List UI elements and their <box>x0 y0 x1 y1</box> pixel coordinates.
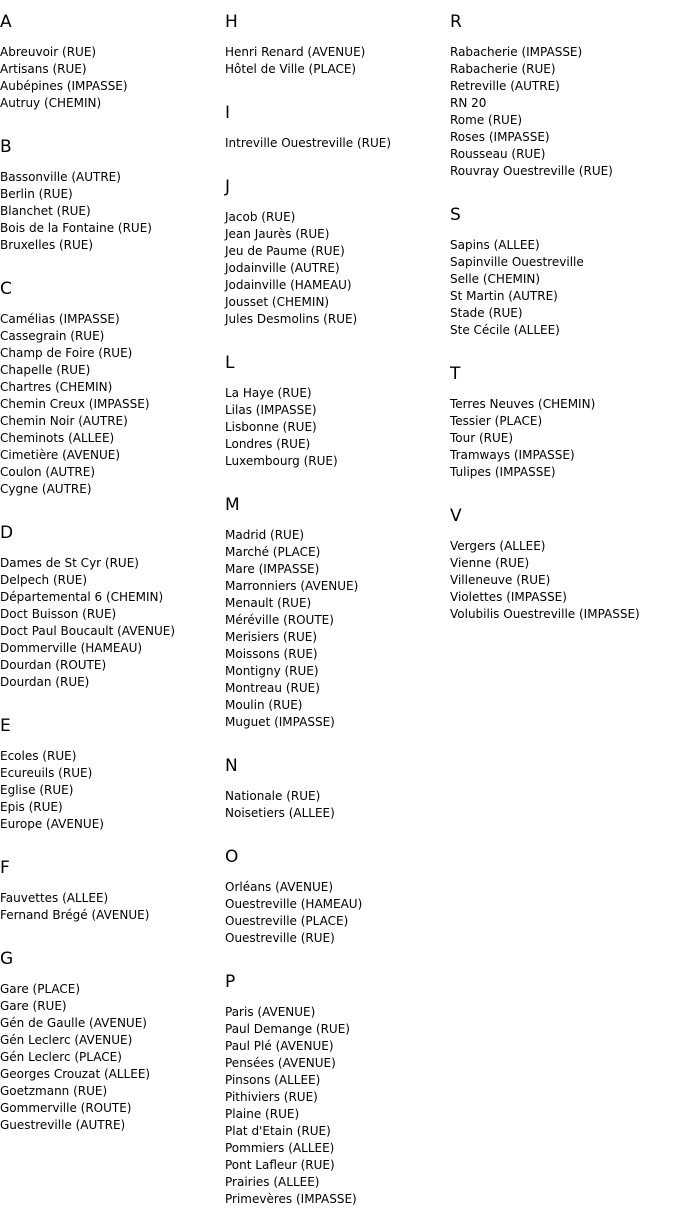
street-link[interactable]: Vienne (RUE) <box>450 556 530 570</box>
street-link[interactable]: Sapinville Ouestreville <box>450 255 584 269</box>
letter-section <box>0 521 225 691</box>
street-list <box>450 237 675 339</box>
street-link[interactable]: Henri Renard (AVENUE) <box>225 45 366 59</box>
letter-section <box>0 947 225 1134</box>
street-link[interactable]: Berlin (RUE) <box>0 187 73 201</box>
street-list <box>0 555 225 691</box>
street-list <box>225 44 450 78</box>
street-link[interactable]: Tramways (IMPASSE) <box>450 448 575 462</box>
street-link[interactable]: Artisans (RUE) <box>0 62 87 76</box>
letter-section <box>450 362 675 481</box>
street-link[interactable]: Tessier (PLACE) <box>450 414 543 428</box>
street-list <box>0 169 225 254</box>
street-link[interactable]: Départemental 6 (CHEMIN) <box>0 590 164 604</box>
street-link[interactable]: Roses (IMPASSE) <box>450 130 550 144</box>
letter-section <box>225 845 450 947</box>
section-letter-heading: S <box>450 205 461 225</box>
street-link[interactable]: Méréville (ROUTE) <box>225 613 334 627</box>
street-link[interactable]: Selle (CHEMIN) <box>450 272 541 286</box>
street-link[interactable]: Gén Leclerc (PLACE) <box>0 1050 122 1064</box>
section-letter-heading: E <box>0 716 11 736</box>
street-link[interactable]: Nationale (RUE) <box>225 789 321 803</box>
street-link[interactable]: Ecureuils (RUE) <box>0 766 93 780</box>
street-link[interactable]: Menault (RUE) <box>225 596 312 610</box>
street-link[interactable]: Marché (PLACE) <box>225 545 321 559</box>
street-link[interactable]: Terres Neuves (CHEMIN) <box>450 397 596 411</box>
street-link[interactable]: Gare (PLACE) <box>0 982 81 996</box>
street-link[interactable]: Dames de St Cyr (RUE) <box>0 556 139 570</box>
street-link[interactable]: Paul Demange (RUE) <box>225 1022 350 1036</box>
street-link[interactable]: Guestreville (AUTRE) <box>0 1118 126 1132</box>
section-letter-heading: D <box>0 523 14 543</box>
letter-section <box>450 203 675 339</box>
street-link[interactable]: Rousseau (RUE) <box>450 147 546 161</box>
street-column-2 <box>225 10 450 1231</box>
section-letter-heading: P <box>225 972 236 992</box>
street-link[interactable]: Muguet (IMPASSE) <box>225 715 335 729</box>
street-link[interactable]: Jean Jaurès (RUE) <box>225 227 330 241</box>
street-link[interactable]: Dourdan (RUE) <box>0 675 90 689</box>
street-link[interactable]: Pithiviers (RUE) <box>225 1090 318 1104</box>
street-column-1 <box>0 10 225 1157</box>
section-letter-heading: T <box>450 364 461 384</box>
street-link[interactable]: Montreau (RUE) <box>225 681 320 695</box>
letter-section <box>225 970 450 1208</box>
letter-section <box>0 135 225 254</box>
street-list <box>225 527 450 731</box>
street-link[interactable]: Gén Leclerc (AVENUE) <box>0 1033 133 1047</box>
street-list <box>0 44 225 112</box>
street-link[interactable]: Londres (RUE) <box>225 437 311 451</box>
section-letter-heading: C <box>0 279 12 299</box>
street-link[interactable]: Doct Paul Boucault (AVENUE) <box>0 624 176 638</box>
street-link[interactable]: Plaine (RUE) <box>225 1107 300 1121</box>
street-link[interactable]: Ouestreville (HAMEAU) <box>225 897 363 911</box>
street-link[interactable]: Bruxelles (RUE) <box>0 238 94 252</box>
street-link[interactable]: Gare (RUE) <box>0 999 67 1013</box>
street-link[interactable]: Villeneuve (RUE) <box>450 573 551 587</box>
street-link[interactable]: Cygne (AUTRE) <box>0 482 92 496</box>
street-link[interactable]: Cimetière (AVENUE) <box>0 448 121 462</box>
street-link[interactable]: Prairies (ALLEE) <box>225 1175 320 1189</box>
street-link[interactable]: Jules Desmolins (RUE) <box>225 312 358 326</box>
street-link[interactable]: Moissons (RUE) <box>225 647 318 661</box>
section-letter-heading: V <box>450 506 462 526</box>
street-link[interactable]: Bassonville (AUTRE) <box>0 170 121 184</box>
street-list <box>225 1004 450 1208</box>
street-link[interactable]: Violettes (IMPASSE) <box>450 590 567 604</box>
street-link[interactable]: Chapelle (RUE) <box>0 363 91 377</box>
street-link[interactable]: Fauvettes (ALLEE) <box>0 891 109 905</box>
street-link[interactable]: Dourdan (ROUTE) <box>0 658 107 672</box>
section-letter-heading: J <box>225 177 231 197</box>
street-link[interactable]: Merisiers (RUE) <box>225 630 318 644</box>
section-letter-heading: H <box>225 12 238 32</box>
street-link[interactable]: Stade (RUE) <box>450 306 523 320</box>
street-link[interactable]: Ste Cécile (ALLEE) <box>450 323 560 337</box>
street-link[interactable]: Rabacherie (IMPASSE) <box>450 45 583 59</box>
letter-section <box>0 714 225 833</box>
street-link[interactable]: Aubépines (IMPASSE) <box>0 79 128 93</box>
street-link[interactable]: Eglise (RUE) <box>0 783 74 797</box>
street-link[interactable]: Gommerville (ROUTE) <box>0 1101 132 1115</box>
street-link[interactable]: Pensées (AVENUE) <box>225 1056 336 1070</box>
letter-section <box>225 493 450 731</box>
street-list <box>225 209 450 328</box>
street-link[interactable]: Cheminots (ALLEE) <box>0 431 115 445</box>
letter-section <box>450 504 675 623</box>
letter-section <box>225 754 450 822</box>
street-link[interactable]: Marronniers (AVENUE) <box>225 579 359 593</box>
street-link[interactable]: Fernand Brégé (AVENUE) <box>0 908 150 922</box>
section-letter-heading: O <box>225 847 239 867</box>
letter-section <box>225 101 450 152</box>
street-link[interactable]: Noisetiers (ALLEE) <box>225 806 335 820</box>
street-link[interactable]: Sapins (ALLEE) <box>450 238 540 252</box>
street-list <box>0 748 225 833</box>
street-link[interactable]: Ouestreville (RUE) <box>225 931 335 945</box>
street-link[interactable]: Blanchet (RUE) <box>0 204 91 218</box>
street-link[interactable]: Orléans (AVENUE) <box>225 880 334 894</box>
street-link[interactable]: Jodainville (HAMEAU) <box>225 278 352 292</box>
street-link[interactable]: Chartres (CHEMIN) <box>0 380 113 394</box>
letter-section <box>450 10 675 180</box>
street-link[interactable]: Plat d'Etain (RUE) <box>225 1124 331 1138</box>
street-link[interactable]: Intreville Ouestreville (RUE) <box>225 136 392 150</box>
street-link[interactable]: Vergers (ALLEE) <box>450 539 546 553</box>
letter-section <box>0 10 225 112</box>
street-link[interactable]: Jousset (CHEMIN) <box>225 295 330 309</box>
street-link[interactable]: Rouvray Ouestreville (RUE) <box>450 164 613 178</box>
street-link[interactable]: Gén de Gaulle (AVENUE) <box>0 1016 147 1030</box>
street-link[interactable]: St Martin (AUTRE) <box>450 289 558 303</box>
street-link[interactable]: Lilas (IMPASSE) <box>225 403 317 417</box>
street-link[interactable]: Georges Crouzat (ALLEE) <box>0 1067 151 1081</box>
section-letter-heading: L <box>225 353 235 373</box>
street-link[interactable]: Volubilis Ouestreville (IMPASSE) <box>450 607 640 621</box>
street-list <box>450 396 675 481</box>
street-link[interactable]: Chemin Noir (AUTRE) <box>0 414 128 428</box>
street-list <box>225 788 450 822</box>
street-link[interactable]: RN 20 <box>450 96 487 110</box>
street-link[interactable]: Delpech (RUE) <box>0 573 88 587</box>
street-link[interactable]: Dommerville (HAMEAU) <box>0 641 143 655</box>
street-list <box>225 879 450 947</box>
street-list <box>225 135 450 152</box>
street-link[interactable]: Montigny (RUE) <box>225 664 319 678</box>
street-link[interactable]: Champ de Foire (RUE) <box>0 346 133 360</box>
section-letter-heading: A <box>0 12 12 32</box>
section-letter-heading: M <box>225 495 240 515</box>
letter-section <box>0 856 225 924</box>
street-link[interactable]: Retreville (AUTRE) <box>450 79 560 93</box>
street-list <box>0 890 225 924</box>
street-link[interactable]: Epis (RUE) <box>0 800 63 814</box>
street-link[interactable]: Madrid (RUE) <box>225 528 305 542</box>
street-link[interactable]: Goetzmann (RUE) <box>0 1084 108 1098</box>
street-link[interactable]: Jeu de Paume (RUE) <box>225 244 345 258</box>
section-letter-heading: G <box>0 949 14 969</box>
letter-section <box>225 10 450 78</box>
street-link[interactable]: Jodainville (AUTRE) <box>225 261 340 275</box>
street-list <box>450 44 675 180</box>
street-link[interactable]: Pinsons (ALLEE) <box>225 1073 321 1087</box>
street-link[interactable]: Rome (RUE) <box>450 113 523 127</box>
street-link[interactable]: Pommiers (ALLEE) <box>225 1141 335 1155</box>
letter-section <box>225 175 450 328</box>
street-link[interactable]: La Haye (RUE) <box>225 386 312 400</box>
street-link[interactable]: Rabacherie (RUE) <box>450 62 556 76</box>
street-link[interactable]: Camélias (IMPASSE) <box>0 312 120 326</box>
street-link[interactable]: Hôtel de Ville (PLACE) <box>225 62 357 76</box>
street-list <box>0 311 225 498</box>
street-link[interactable]: Primevères (IMPASSE) <box>225 1192 357 1206</box>
section-letter-heading: I <box>225 103 231 123</box>
street-link[interactable]: Lisbonne (RUE) <box>225 420 317 434</box>
street-column-3 <box>450 10 675 646</box>
street-link[interactable]: Europe (AVENUE) <box>0 817 104 831</box>
street-link[interactable]: Luxembourg (RUE) <box>225 454 338 468</box>
street-link[interactable]: Autruy (CHEMIN) <box>0 96 102 110</box>
street-link[interactable]: Doct Buisson (RUE) <box>0 607 117 621</box>
street-link[interactable]: Abreuvoir (RUE) <box>0 45 97 59</box>
street-link[interactable]: Ouestreville (PLACE) <box>225 914 349 928</box>
street-link[interactable]: Paul Plé (AVENUE) <box>225 1039 334 1053</box>
section-letter-heading: B <box>0 137 12 157</box>
street-link[interactable]: Pont Lafleur (RUE) <box>225 1158 335 1172</box>
street-list <box>0 981 225 1134</box>
street-link[interactable]: Jacob (RUE) <box>225 210 296 224</box>
street-link[interactable]: Bois de la Fontaine (RUE) <box>0 221 152 235</box>
street-link[interactable]: Paris (AVENUE) <box>225 1005 316 1019</box>
section-letter-heading: F <box>0 858 10 878</box>
street-link[interactable]: Chemin Creux (IMPASSE) <box>0 397 150 411</box>
letter-section <box>225 351 450 470</box>
street-link[interactable]: Cassegrain (RUE) <box>0 329 105 343</box>
street-link[interactable]: Mare (IMPASSE) <box>225 562 320 576</box>
street-list <box>450 538 675 623</box>
street-list <box>225 385 450 470</box>
street-link[interactable]: Tour (RUE) <box>450 431 514 445</box>
letter-section <box>0 277 225 498</box>
section-letter-heading: R <box>450 12 462 32</box>
section-letter-heading: N <box>225 756 238 776</box>
street-link[interactable]: Coulon (AUTRE) <box>0 465 96 479</box>
street-link[interactable]: Tulipes (IMPASSE) <box>450 465 556 479</box>
street-link[interactable]: Moulin (RUE) <box>225 698 303 712</box>
street-link[interactable]: Ecoles (RUE) <box>0 749 77 763</box>
